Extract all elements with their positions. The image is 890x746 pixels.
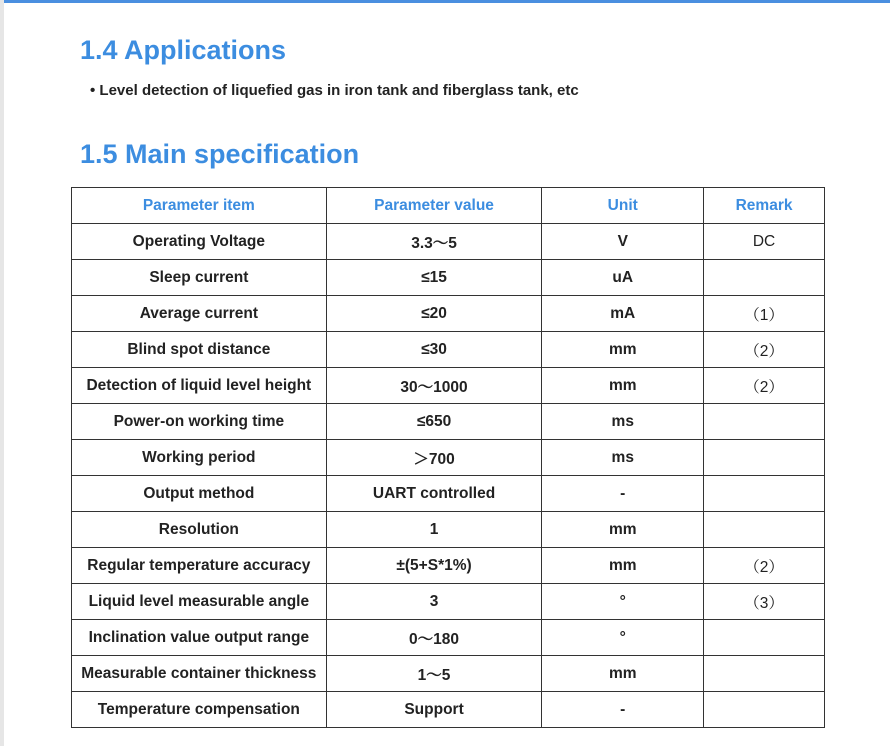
cell-parameter-value: UART controlled [326, 476, 542, 512]
specification-heading: 1.5 Main specification [80, 139, 360, 169]
cell-unit: V [542, 224, 704, 260]
cell-unit: uA [542, 260, 704, 296]
cell-parameter-item: Measurable container thickness [72, 656, 327, 692]
cell-parameter-value: Support [326, 692, 542, 728]
table-header-row [72, 188, 825, 224]
cell-parameter-value: 1～5 [326, 656, 542, 692]
specification-table [71, 187, 825, 728]
cell-parameter-item: Temperature compensation [72, 692, 327, 728]
cell-parameter-item: Output method [72, 476, 327, 512]
table-row [72, 512, 825, 548]
applications-heading: 1.4 Applications [80, 35, 287, 65]
table-row [72, 332, 825, 368]
cell-parameter-item: Power-on working time [72, 404, 327, 440]
cell-parameter-item: Sleep current [72, 260, 327, 296]
top-accent-bar [0, 0, 890, 3]
cell-remark: （2） [704, 368, 825, 404]
cell-remark: （3） [704, 584, 825, 620]
cell-parameter-item: Working period [72, 440, 327, 476]
cell-unit: - [542, 692, 704, 728]
cell-unit: mm [542, 656, 704, 692]
cell-parameter-value: 3 [326, 584, 542, 620]
cell-unit: ° [542, 620, 704, 656]
cell-remark [704, 620, 825, 656]
header-parameter-item: Parameter item [72, 188, 327, 224]
cell-parameter-value: 0～180 [326, 620, 542, 656]
table-row [72, 296, 825, 332]
cell-remark [704, 512, 825, 548]
cell-remark [704, 692, 825, 728]
table-row [72, 368, 825, 404]
cell-remark [704, 440, 825, 476]
header-unit: Unit [542, 188, 704, 224]
table-row [72, 620, 825, 656]
table-row [72, 404, 825, 440]
cell-parameter-value: 3.3～5 [326, 224, 542, 260]
cell-parameter-value: 30～1000 [326, 368, 542, 404]
cell-unit: mA [542, 296, 704, 332]
cell-unit: mm [542, 548, 704, 584]
cell-parameter-item: Operating Voltage [72, 224, 327, 260]
cell-remark [704, 476, 825, 512]
table-row [72, 260, 825, 296]
applications-bullet: • Level detection of liquefied gas in iron tank and fiberglass tank, etc [90, 82, 579, 99]
cell-remark [704, 404, 825, 440]
cell-parameter-item: Regular temperature accuracy [72, 548, 327, 584]
cell-parameter-value: ≤30 [326, 332, 542, 368]
cell-parameter-item: Average current [72, 296, 327, 332]
cell-parameter-value: ＞700 [326, 440, 542, 476]
cell-parameter-value: ≤15 [326, 260, 542, 296]
table-row [72, 440, 825, 476]
table-row [72, 224, 825, 260]
cell-remark: DC [704, 224, 825, 260]
cell-unit: mm [542, 332, 704, 368]
cell-unit: - [542, 476, 704, 512]
table-row [72, 584, 825, 620]
cell-parameter-item: Blind spot distance [72, 332, 327, 368]
cell-remark [704, 260, 825, 296]
cell-parameter-item: Inclination value output range [72, 620, 327, 656]
cell-remark [704, 656, 825, 692]
cell-parameter-item: Resolution [72, 512, 327, 548]
table-row [72, 656, 825, 692]
cell-parameter-value: ±(5+S*1%) [326, 548, 542, 584]
header-remark: Remark [704, 188, 825, 224]
header-parameter-value: Parameter value [326, 188, 542, 224]
cell-parameter-value: ≤650 [326, 404, 542, 440]
cell-unit: mm [542, 368, 704, 404]
cell-unit: mm [542, 512, 704, 548]
cell-remark: （2） [704, 548, 825, 584]
cell-remark: （2） [704, 332, 825, 368]
table-row [72, 548, 825, 584]
left-margin-bar [0, 0, 4, 746]
cell-parameter-value: ≤20 [326, 296, 542, 332]
cell-parameter-value: 1 [326, 512, 542, 548]
table-row [72, 692, 825, 728]
cell-unit: ms [542, 440, 704, 476]
cell-unit: ms [542, 404, 704, 440]
cell-unit: ° [542, 584, 704, 620]
cell-parameter-item: Detection of liquid level height [72, 368, 327, 404]
cell-remark: （1） [704, 296, 825, 332]
table-row [72, 476, 825, 512]
cell-parameter-item: Liquid level measurable angle [72, 584, 327, 620]
